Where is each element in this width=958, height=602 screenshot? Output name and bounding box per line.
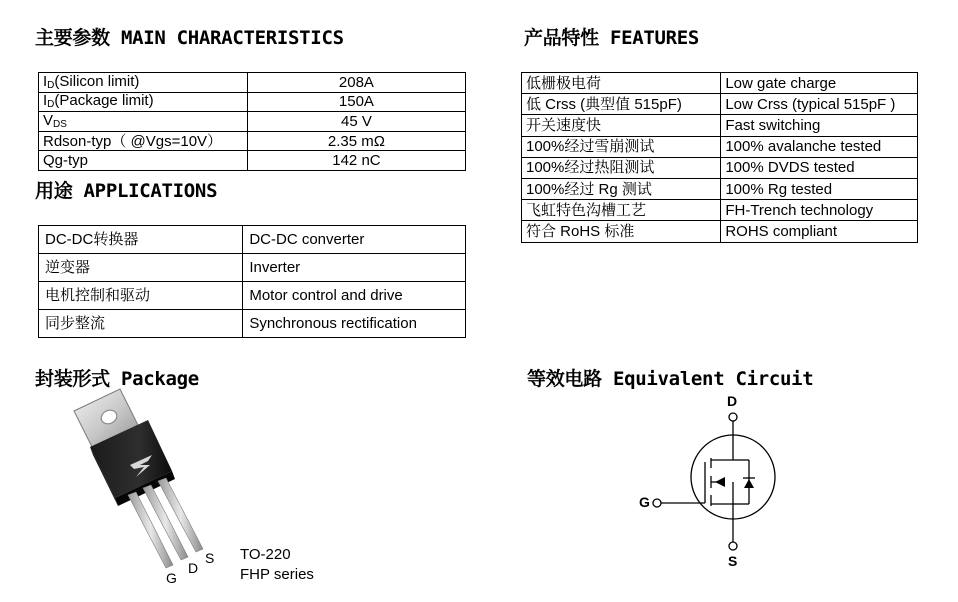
application-en: DC-DC converter — [243, 226, 466, 254]
equivalent-circuit-heading: 等效电路 Equivalent Circuit — [527, 368, 814, 390]
table-row — [522, 94, 918, 115]
application-en: Motor control and drive — [243, 282, 466, 310]
application-en: Inverter — [243, 254, 466, 282]
feature-en: 100% Rg tested — [721, 178, 918, 199]
source-terminal-icon — [729, 542, 737, 550]
param-value: 142 nC — [247, 151, 465, 171]
param-subscript: D — [47, 99, 55, 111]
gate-label: G — [639, 494, 650, 510]
drain-label: D — [727, 393, 738, 409]
feature-en: Low gate charge — [721, 73, 918, 94]
table-row — [39, 226, 466, 254]
mosfet-circuit-diagram — [625, 390, 785, 570]
package-heading: 封装形式 Package — [35, 368, 199, 390]
applications-heading: 用途 APPLICATIONS — [35, 180, 218, 202]
param-symbol: I — [43, 92, 48, 110]
pin-label-s: S — [205, 550, 215, 566]
table-row — [522, 115, 918, 136]
table-row — [522, 157, 918, 178]
table-row — [39, 73, 466, 93]
feature-en: ROHS compliant — [721, 221, 918, 242]
param-description: (Silicon limit) — [54, 72, 140, 90]
feature-cn: 100%经过 Rg 测试 — [522, 178, 721, 199]
param-symbol: Rdson-typ（ @Vgs=10V） — [43, 132, 223, 150]
table-row — [39, 310, 466, 338]
feature-cn: 符合 RoHS 标准 — [522, 221, 721, 242]
param-cell — [39, 73, 248, 93]
feature-en: Low Crss (typical 515pF ) — [721, 94, 918, 115]
application-cn: DC-DC转换器 — [39, 226, 243, 254]
param-subscript: DS — [53, 118, 67, 130]
param-symbol: Qg-typ — [43, 152, 89, 170]
drain-terminal-icon — [729, 413, 737, 421]
feature-cn: 飞虹特色沟槽工艺 — [522, 200, 721, 221]
param-description: (Package limit) — [54, 92, 154, 110]
application-cn: 逆变器 — [39, 254, 243, 282]
param-subscript: D — [47, 79, 55, 91]
feature-cn: 低栅极电荷 — [522, 73, 721, 94]
param-value: 45 V — [247, 112, 465, 132]
source-label: S — [728, 553, 738, 569]
main-characteristics-table — [38, 72, 466, 171]
feature-cn: 低 Crss (典型值 515pF) — [522, 94, 721, 115]
table-row — [522, 178, 918, 199]
package-caption-type: TO-220 — [240, 546, 291, 563]
gate-terminal-icon — [653, 499, 661, 507]
application-cn: 同步整流 — [39, 310, 243, 338]
pin-label-g: G — [166, 570, 177, 586]
feature-cn: 100%经过热阻测试 — [522, 157, 721, 178]
table-row — [522, 73, 918, 94]
param-cell — [39, 151, 248, 171]
feature-en: Fast switching — [721, 115, 918, 136]
table-row — [39, 112, 466, 132]
application-en: Synchronous rectification — [243, 310, 466, 338]
table-row — [522, 221, 918, 242]
pin-label-d: D — [188, 560, 199, 576]
param-cell — [39, 92, 248, 112]
application-cn: 电机控制和驱动 — [39, 282, 243, 310]
body-arrow-icon — [715, 477, 725, 487]
param-cell — [39, 131, 248, 151]
table-row — [522, 200, 918, 221]
feature-en: 100% avalanche tested — [721, 136, 918, 157]
param-cell — [39, 112, 248, 132]
main-characteristics-heading: 主要参数 MAIN CHARACTERISTICS — [35, 27, 344, 49]
feature-en: 100% DVDS tested — [721, 157, 918, 178]
table-row — [39, 92, 466, 112]
features-table — [521, 72, 918, 243]
features-heading: 产品特性 FEATURES — [524, 27, 700, 49]
table-row — [39, 131, 466, 151]
feature-cn: 100%经过雪崩测试 — [522, 136, 721, 157]
param-value: 2.35 mΩ — [247, 131, 465, 151]
table-row — [39, 151, 466, 171]
package-caption-series: FHP series — [240, 566, 314, 583]
param-symbol: I — [43, 72, 48, 90]
param-value: 208A — [247, 73, 465, 93]
feature-en: FH-Trench technology — [721, 200, 918, 221]
body-diode-icon — [744, 479, 754, 488]
param-value: 150A — [247, 92, 465, 112]
param-symbol: V — [43, 111, 54, 129]
applications-table — [38, 225, 466, 338]
feature-cn: 开关速度快 — [522, 115, 721, 136]
table-row — [39, 254, 466, 282]
table-row — [39, 282, 466, 310]
table-row — [522, 136, 918, 157]
